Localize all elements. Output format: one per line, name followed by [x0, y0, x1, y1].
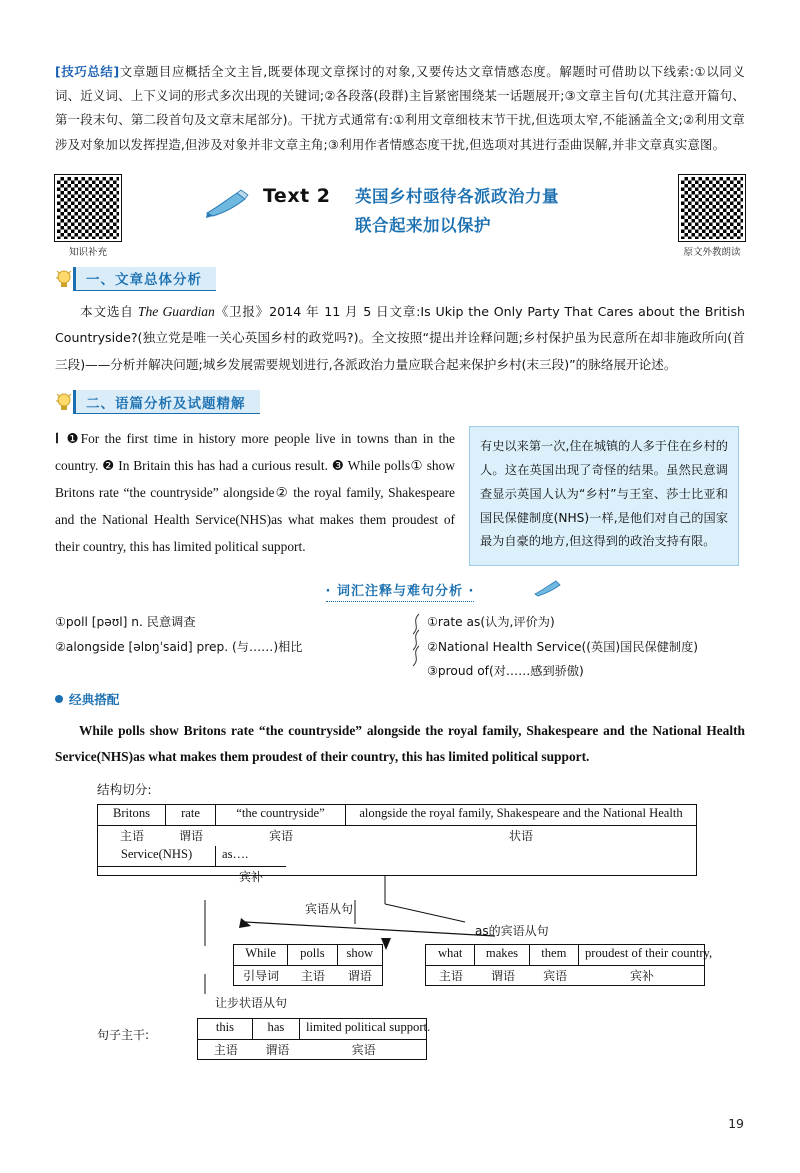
as-object-clause-label: as的宾语从句	[475, 923, 549, 938]
qr-left-caption: 知识补充	[68, 246, 107, 258]
vocab-heading	[55, 580, 745, 602]
curly-brace-icon	[405, 612, 425, 682]
diagram-cell-zh: 宾补	[238, 869, 263, 884]
page-content	[55, 60, 745, 1074]
section1-heading-text: 一、文章总体分析	[73, 267, 216, 291]
text2-label: Text 2	[263, 184, 331, 207]
vocab-left-column	[55, 610, 405, 685]
section1-para-body: 《卫报》2014 年 11 月 5 日文章:Is Ukip the Only Party That Cares about the British Countryside?(独立党是唯一关心英国乡村的政党吗?)。全文按照“提出并诠释问题;乡村保护虽为民意所在却非施政所向(首三段)——分析并解决问题;城乡发展需要规划进行,各派政治力量应联合起来保护乡村(末三段)”的脉络展开论述。	[55, 303, 746, 372]
analysis-sentence: While polls show Britons rate “the countryside” alongside the royal family, Shakespeare and the National Health Service(NHS)as what makes them proudest of their country, this has limited political support.	[55, 723, 745, 765]
vocab-item: ③proud of(对……感到骄傲)	[427, 664, 584, 679]
chinese-translation: 有史以来第一次,住在城镇的人多于住在乡村的人。这在英国出现了奇怪的结果。虽然民意调查显示英国人认为“乡村”与王室、莎士比亚和国民保健制度(NHS)一样,是他们对自己的国家最为自豪的地方,但这得到的政治支持有限。	[469, 426, 739, 566]
diagram-cell: what	[426, 945, 475, 966]
diagram-cell: “the countryside”	[216, 805, 346, 826]
section1-para-prefix: 本文选自	[80, 303, 134, 319]
classic-collocation-label	[55, 689, 745, 708]
sentence-trunk-label: 句子主干:	[97, 1027, 150, 1042]
what-clause-box	[425, 944, 713, 986]
vocab-heading-text: · 词汇注释与难句分析 ·	[326, 580, 475, 602]
diagram-cell-zh: 主语	[119, 828, 144, 843]
qr-code-icon[interactable]	[679, 175, 745, 241]
diagram-cell: limited political support.	[300, 1019, 426, 1040]
section1-paragraph	[55, 299, 745, 379]
qr-native-reading[interactable]	[679, 175, 745, 258]
sentence-structure-diagram	[55, 804, 745, 1074]
page-number: 19	[728, 1116, 744, 1131]
vocab-item: ①rate as(认为,评价为)	[427, 615, 555, 630]
vocab-item: ②alongside [əlɒŋˈsaid] prep. (与……)相比	[55, 639, 303, 654]
concessive-clause-label: 让步状语从句	[215, 995, 288, 1010]
brace-divider	[405, 610, 427, 685]
diagram-cell: this	[198, 1019, 253, 1040]
section1-source-title: The Guardian	[137, 303, 215, 319]
english-passage-text: ❶For the first time in history more people live in towns than in the country. ❷ In Britain this has had a curious result. ❸ While polls① show Britons rate “the countryside” alongside② the royal family, Shakespeare and the National Health Service(NHS)as what makes them proudest of their country, this has limited political support.	[55, 431, 455, 554]
brush-icon	[205, 189, 251, 219]
text2-banner	[55, 167, 745, 259]
technique-summary-block	[55, 60, 745, 157]
diagram-cell: Service(NHS)	[98, 846, 216, 867]
structure-label: 结构切分:	[97, 781, 152, 797]
diagram-cell-zh: 宾语	[268, 828, 293, 843]
diagram-cell: has	[253, 1019, 300, 1040]
classic-collocation-text: 经典搭配	[69, 692, 120, 708]
diagram-cell: makes	[475, 945, 529, 966]
analysis-columns	[55, 426, 745, 566]
section-heading-discourse-analysis	[55, 390, 745, 416]
qr-knowledge-supplement[interactable]	[55, 175, 121, 258]
diagram-cell-zh: 谓语	[347, 968, 372, 983]
vocab-item: ①poll [pəʊl] n. 民意调查	[55, 615, 196, 630]
brush-icon	[533, 578, 563, 598]
text2-title-line1: 英国乡村亟待各派政治力量	[355, 186, 559, 206]
diagram-cell: Britons	[98, 805, 166, 826]
diagram-cell-zh: 宾语	[543, 968, 568, 983]
diagram-cell-zh: 宾补	[629, 968, 654, 983]
trunk-box	[197, 1018, 431, 1060]
diagram-cell: proudest of their country,	[579, 945, 704, 966]
diagram-cell-zh: 引导词	[243, 968, 280, 983]
bullet-icon	[55, 695, 63, 703]
while-clause-box	[233, 944, 383, 986]
technique-summary-body: 文章题目应概括全文主旨,既要体现文章探讨的对象,又要传达文章情感态度。解题时可借助以下线索:①以同义词、近义词、上下义词的形式多次出现的关键词;②各段落(段群)主旨紧密围绕某一话题展开;③文章主旨句(尤其注意开篇句、第一段末句、第二段首句及文章末尾部分)。干扰方式通常有:①利用文章细枝末节干扰,但选项太窄,不能涵盖全文;②利用文章涉及对象加以发挥捏造,但涉及对象并非文章主角;③利用作者情感态度干扰,但选项对其进行歪曲误解,并非文章真实意图。	[55, 64, 745, 152]
diagram-cell-zh: 主语	[300, 968, 325, 983]
diagram-cell-zh: 宾语	[351, 1042, 376, 1057]
vocab-right-column	[427, 610, 745, 685]
diagram-cell-zh: 谓语	[178, 828, 203, 843]
diagram-cell-zh: 主语	[438, 968, 463, 983]
english-passage	[55, 426, 455, 566]
object-clause-label: 宾语从句	[305, 901, 354, 916]
paragraph-marker: Ⅰ	[55, 431, 62, 447]
diagram-cell: rate	[166, 805, 216, 826]
lightbulb-icon	[55, 268, 73, 289]
diagram-cell-zh: 谓语	[265, 1042, 290, 1057]
diagram-cell-zh: 谓语	[490, 968, 515, 983]
diagram-cell: as….	[216, 846, 286, 867]
diagram-cell: show	[338, 945, 382, 966]
diagram-cell: them	[530, 945, 579, 966]
section2-heading-text: 二、语篇分析及试题精解	[73, 390, 260, 414]
text2-title	[355, 183, 655, 241]
diagram-cell-zh: 状语	[508, 828, 533, 843]
diagram-cell-zh: 主语	[213, 1042, 238, 1057]
diagram-cell: While	[234, 945, 288, 966]
qr-right-caption: 原文外教朗读	[683, 246, 741, 258]
technique-summary-tag: [技巧总结]	[55, 64, 120, 79]
vocab-lists	[55, 610, 745, 685]
qr-code-icon[interactable]	[55, 175, 121, 241]
diagram-cell: polls	[288, 945, 337, 966]
diagram-cell: alongside the royal family, Shakespeare and the National Health	[346, 805, 696, 826]
lightbulb-icon	[55, 391, 73, 412]
vocab-item: ②National Health Service((英国)国民保健制度)	[427, 639, 699, 654]
text2-title-line2: 联合起来加以保护	[355, 215, 491, 235]
section-heading-overall-analysis	[55, 267, 745, 293]
